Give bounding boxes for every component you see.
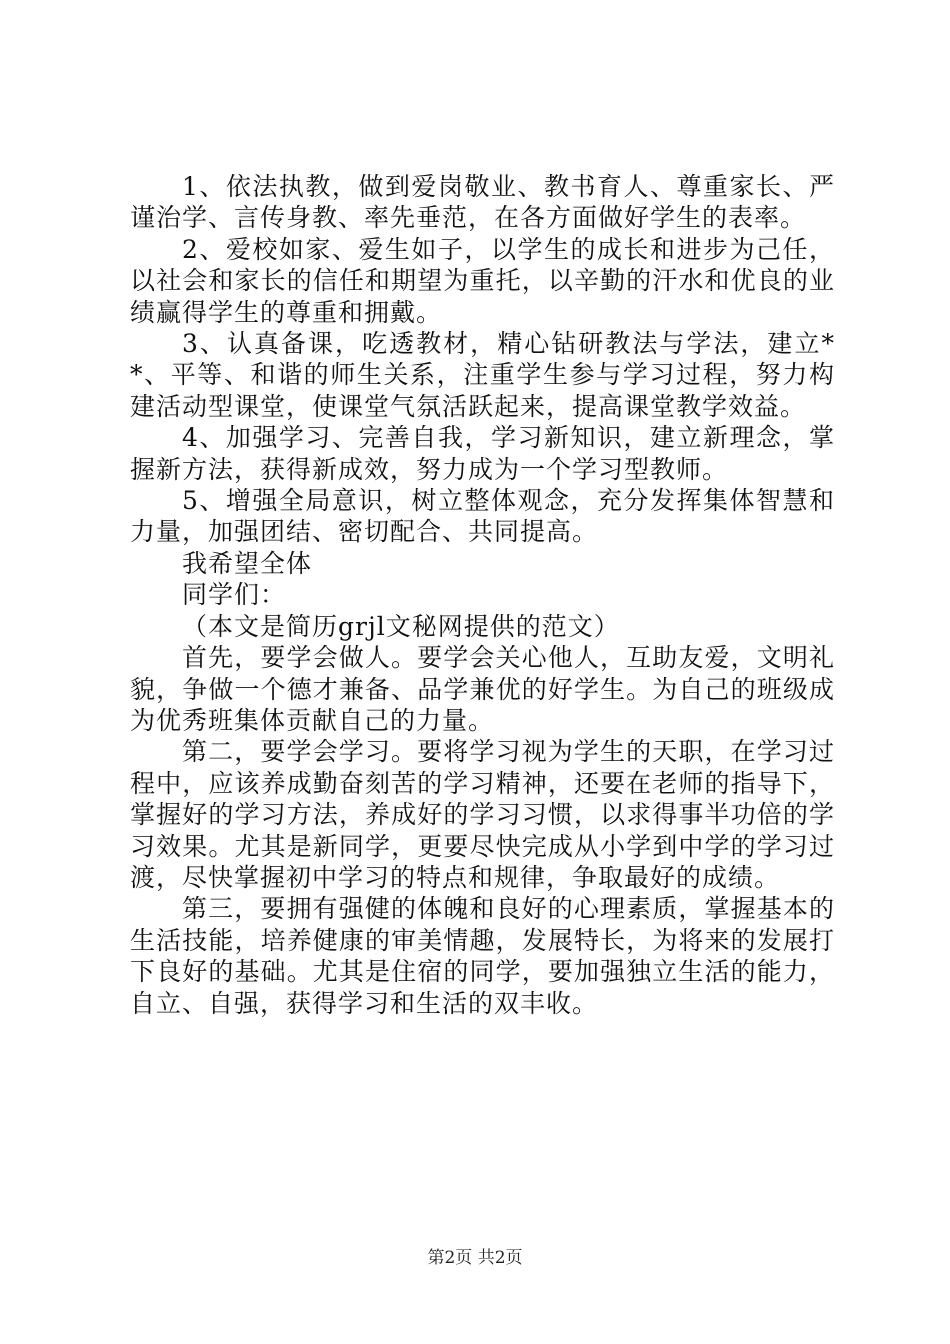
paragraph-second: 第二，要学会学习。要将学习视为学生的天职，在学习过程中，应该养成勤奋刻苦的学习精神，还要在老师的指导下，掌握好的学习方法，养成好的学习习惯，以求得事半功倍的学习效果。尤其是新同学，更要尽快完成从小学到中学的学习过渡，尽快掌握初中学习的特点和规律，争取最好的成绩。 [130, 737, 835, 892]
paragraph-first: 首先，要学会做人。要学会关心他人，互助友爱，文明礼貌，争做一个德才兼备、品学兼优的好学生。为自己的班级成为优秀班集体贡献自己的力量。 [130, 643, 835, 735]
paragraph-third: 第三，要拥有强健的体魄和良好的心理素质，掌握基本的生活技能，培养健康的审美情趣，发展特长，为将来的发展打下良好的基础。尤其是住宿的同学，要加强独立生活的能力，自立、自强，获得学习和生活的双丰收。 [130, 894, 835, 1018]
document-body [130, 171, 835, 1019]
page-number-footer: 第2页 共2页 [427, 1248, 523, 1268]
paragraph-item-5: 5、增强全局意识，树立整体观念，充分发挥集体智慧和力量，加强团结、密切配合、共同提高。 [130, 486, 835, 547]
paragraph-salutation: 同学们： [182, 580, 287, 610]
paragraph-item-2: 2、爱校如家、爱生如子，以学生的成长和进步为己任，以社会和家长的信任和期望为重托，以辛勤的汗水和优良的业绩赢得学生的尊重和拥戴。 [130, 234, 835, 327]
paragraph-item-3: 3、认真备课，吃透教材，精心钻研教法与学法，建立**、平等、和谐的师生关系，注重学生参与学习过程，努力构建活动型课堂，使课堂气氛活跃起来，提高课堂教学效益。 [130, 329, 835, 421]
paragraph-item-4: 4、加强学习、完善自我，学习新知识，建立新理念，掌握新方法，获得新成效，努力成为一个学习型教师。 [130, 423, 835, 484]
paragraph-hope: 我希望全体 [182, 548, 313, 578]
paragraph-source-note: （本文是简历grjl文秘网提供的范文） [182, 611, 620, 641]
paragraph-item-1: 1、依法执教，做到爱岗敬业、教书育人、尊重家长、严谨治学、言传身教、率先垂范，在各方面做好学生的表率。 [130, 172, 835, 233]
